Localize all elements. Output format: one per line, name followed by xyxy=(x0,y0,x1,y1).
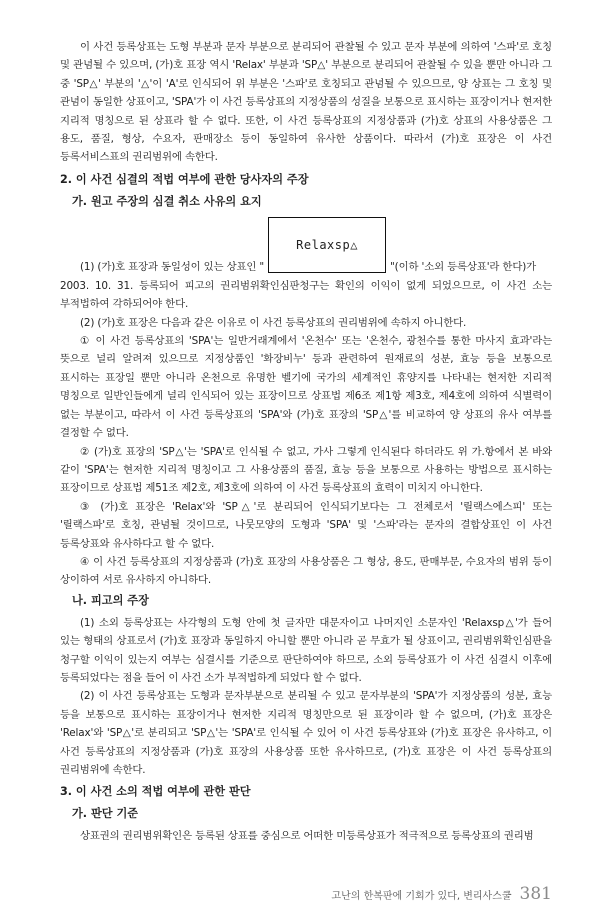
paragraph: (2) (가)호 표장은 다음과 같은 이유로 이 사건 등록상표의 권리범위에 속하지 아니한다. xyxy=(80,316,467,329)
paragraph: 2003. 10. 31. 등록되어 피고의 권리범위확인심판청구는 확인의 이익이 없게 되었으므로, 이 사건 소는 부적법하여 각하되어야 한다. xyxy=(60,279,552,311)
subsection-heading: 나. 피고의 주장 xyxy=(72,593,149,607)
page-footer xyxy=(331,884,552,904)
paragraph: 상표권의 권리범위확인은 등록된 상표를 중심으로 어떠한 미등록상표가 적극적으로 등록상표의 권리범 xyxy=(80,830,534,843)
paragraph-lead: (1) (가)호 표장과 동일성이 있는 상표인 " xyxy=(80,261,265,274)
paragraph-tail: "(이하 '소외 등록상표'라 한다)가 xyxy=(390,261,537,274)
paragraph: (2) 이 사건 등록상표는 도형과 문자부분으로 분리될 수 있고 문자부분의 'SPA'가 지정상품의 성분, 효능 등을 보통으로 표시하는 표장이거나 현저한 지리적 명칭만으로 된 표장이라 할 수 없으며, (가)호 표장은 'Relax'와 'SP△'로 분리되고 'SP△'는 'SPA'로 인식될 수 있어 이 사건 등록상표와 (가)호 표장은 유사하고, 이 사건 등록상표의 지정상품과 (가)호 표장의 사용상품 또한 유사하므로, (가)호 표장은 이 사건 등록상표의 권리범위에 속한다. xyxy=(60,690,552,776)
list-item: ② (가)호 표장의 'SP△'는 'SPA'로 인식될 수 없고, 가사 그렇게 인식된다 하더라도 위 가.항에서 본 바와 같이 'SPA'는 현저한 지리적 명칭이고 그 사용상품의 품질, 효능 등을 보통으로 사용하는 방법으로 표시하는 표장이므로 상표법 제51조 제2호, 제3호에 의하여 이 사건 등록상표의 효력이 미치지 아니한다. xyxy=(60,445,552,495)
paragraph: (1) 소외 등록상표는 사각형의 도형 안에 첫 글자만 대문자이고 나머지인 소문자인 'Relaxsp△'가 들어 있는 형태의 상표로서 (가)호 표장과 동일하지 아니할 뿐만 아니라 곧 무효가 될 상표이고, 권리범위확인심판을 청구할 이익이 있는지 여부는 심결시를 기준으로 판단하여야 하므로, 소외 등록상표가 이 사건 심결시 이후에 등록되었다는 점을 들어 이 사건 소가 부적법하게 되었다 할 수 없다. xyxy=(60,616,552,684)
trademark-line xyxy=(60,217,552,277)
list-item: ① 이 사건 등록상표의 'SPA'는 일반거래계에서 '온천수' 또는 '온천수, 광천수를 통한 마사지 효과'라는 뜻으로 널리 알려져 있으므로 지정상품인 '화장비누' 등과 관련하여 원재료의 성분, 효능 등을 보통으로 표시하는 표장일 뿐만 아니라 온천으로 유명한 벨기에 국가의 세계적인 휴양지를 나타내는 현저한 지리적 명칭으로 일반인들에게 널리 인식되어 있는 표장이므로 상표법 제6조 제1항 제3호, 제4호에 의하여 식별력이 없는 부분이고, 따라서 이 사건 등록상표의 'SPA'와 (가)호 표장의 'SP△'를 비교하여 양 상표의 유사 여부를 결정할 수 없다. xyxy=(60,335,552,440)
page-number: 381 xyxy=(519,884,552,904)
trademark-box xyxy=(268,217,386,273)
document-body xyxy=(60,38,552,846)
list-item: ④ 이 사건 등록상표의 지정상품과 (가)호 표장의 사용상품은 그 형상, 용도, 판매부문, 수요자의 범위 등이 상이하여 서로 유사하지 아니하다. xyxy=(60,555,552,587)
footer-text: 고난의 한복판에 기회가 있다, 변리사스쿨 xyxy=(331,891,512,902)
section-heading: 3. 이 사건 소의 적법 여부에 관한 판단 xyxy=(60,785,251,799)
list-item: ③ (가)호 표장은 'Relax'와 'SP△'로 분리되어 인식되기보다는 그 전체로서 '릴랙스에스피' 또는 '릴랙스파'로 호칭, 관념될 것이므로, 나뭇모양의 도형과 'SPA' 및 '스파'라는 문자의 결합상표인 이 사건 등록상표와 유사하다고 할 수 없다. xyxy=(60,500,552,550)
section-heading: 2. 이 사건 심결의 적법 여부에 관한 당사자의 주장 xyxy=(60,172,309,186)
subsection-heading: 가. 판단 기준 xyxy=(72,807,139,821)
subsection-heading: 가. 원고 주장의 심결 취소 사유의 요지 xyxy=(72,194,262,208)
paragraph: 이 사건 등록상표는 도형 부분과 문자 부분으로 분리되어 관찰될 수 있고 문자 부분에 의하여 '스파'로 호칭 및 관념될 수 있으며, (가)호 표장 역시 'Relax' 부분과 'SP△' 부분으로 분리되어 관찰될 수 있을 뿐만 아니라 그 중 'SP△' 부분의 '△'이 'A'로 인식되어 위 부분은 '스파'로 호칭되고 관념될 수 있으므로, 양 상표는 그 호칭 및 관념이 동일한 상표이고, 'SPA'가 이 사건 등록상표의 지정상품의 성질을 보통으로 표시하는 표장이거나 현저한 지리적 명칭으로 된 상표라 할 수 없다. 또한, 이 사건 등록상표의 지정상품과 (가)호 상표의 사용상품은 그 용도, 품질, 형상, 수요자, 판매장소 등이 동일하여 유사한 상품이다. 따라서 (가)호 표장은 이 사건 등록서비스표의 권리범위에 속한다. xyxy=(60,41,552,164)
trademark-text: Relaxsp△ xyxy=(296,237,358,252)
